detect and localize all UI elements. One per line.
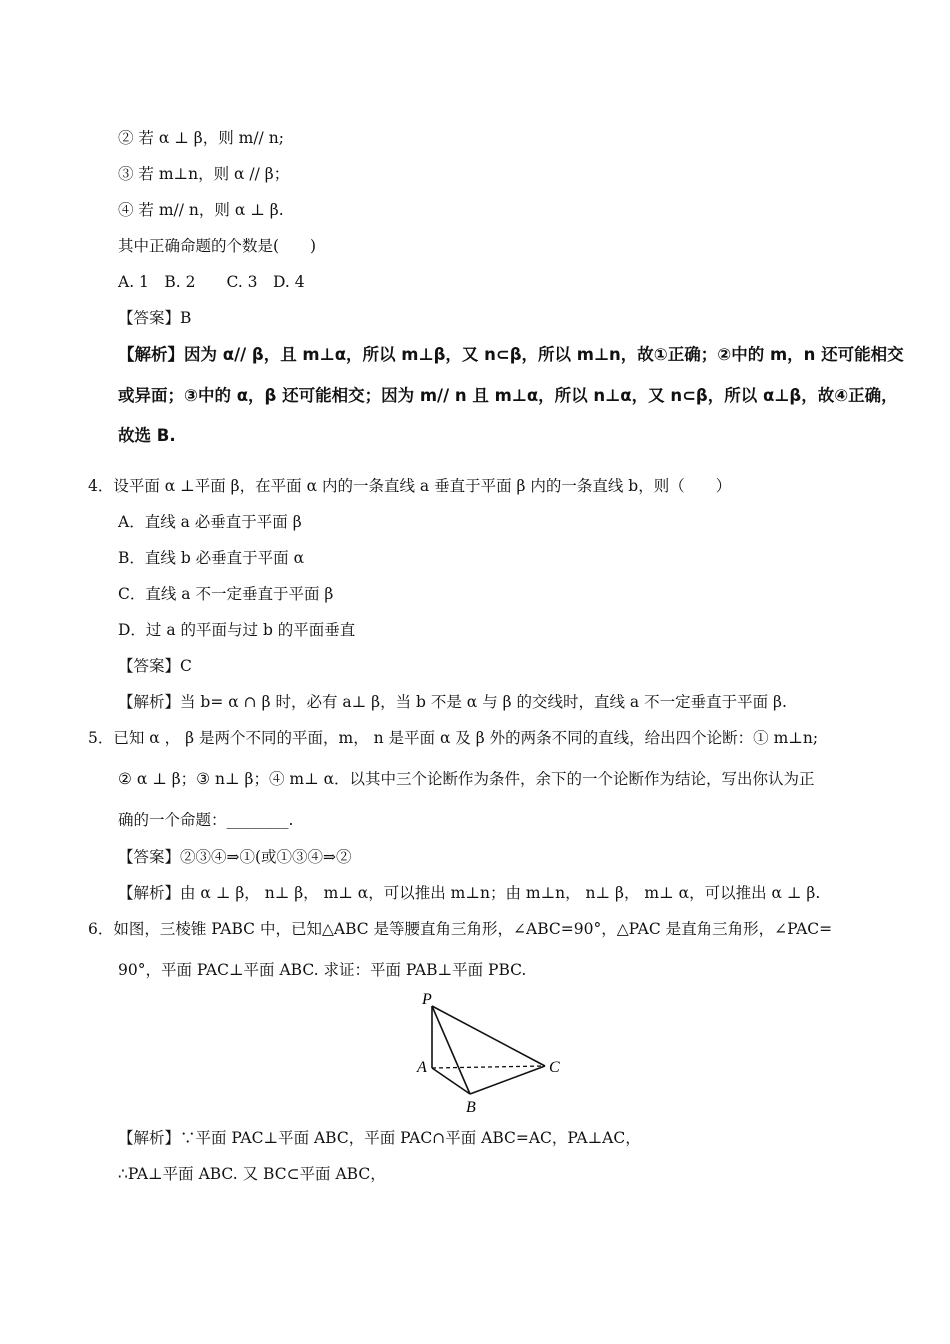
q4-option-c: C．直线 a 不一定垂直于平面 β (118, 585, 334, 603)
edge-pc (432, 1006, 545, 1066)
q3-analysis-line-3: 故选 B. (118, 426, 176, 445)
label-p: P (422, 991, 432, 1008)
q3-options: A. 1 B. 2 C. 3 D. 4 (118, 273, 305, 291)
edge-bc (470, 1066, 545, 1094)
label-a: A (417, 1059, 427, 1076)
q4-answer: 【答案】C (118, 657, 192, 675)
q3-question: 其中正确命题的个数是( ) (118, 237, 317, 255)
label-b: B (466, 1099, 476, 1115)
q3-condition-3: ③ 若 m⊥n，则 α // β； (118, 165, 290, 183)
q3-analysis-line-1: 【解析】因为 α// β，且 m⊥α，所以 m⊥β，又 n⊂β，所以 m⊥n，故①正确；②中的 m，n 还可能相交 (118, 345, 904, 364)
q5-analysis: 【解析】由 α ⊥ β， n⊥ β， m⊥ α，可以推出 m⊥n；由 m⊥n， n⊥ β， m⊥ α，可以推出 α ⊥ β. (118, 884, 821, 902)
q4-stem: 4．设平面 α ⊥平面 β，在平面 α 内的一条直线 a 垂直于平面 β 内的一条直线 b，则（ ） (88, 477, 732, 495)
q5-stem-line-1: 5．已知 α ， β 是两个不同的平面，m， n 是平面 α 及 β 外的两条不同的直线，给出四个论断：① m⊥n; (88, 729, 819, 747)
q6-analysis-line-2: ∴PA⊥平面 ABC. 又 BC⊂平面 ABC， (118, 1165, 386, 1183)
q3-condition-4: ④ 若 m// n，则 α ⊥ β. (118, 201, 284, 219)
label-c: C (549, 1059, 560, 1076)
q5-answer: 【答案】②③④⇒①(或①③④⇒② (118, 848, 352, 866)
q4-option-b: B．直线 b 必垂直于平面 α (118, 549, 305, 567)
q6-analysis-line-1: 【解析】∵平面 PAC⊥平面 ABC，平面 PAC∩平面 ABC=AC，PA⊥AC， (118, 1129, 641, 1147)
q4-option-a: A．直线 a 必垂直于平面 β (118, 513, 302, 531)
pyramid-figure (410, 990, 580, 1115)
q6-stem-line-1: 6．如图，三棱锥 PABC 中，已知△ABC 是等腰直角三角形，∠ABC=90°，△PAC 是直角三角形，∠PAC= (88, 920, 833, 938)
q6-stem-line-2: 90°，平面 PAC⊥平面 ABC. 求证：平面 PAB⊥平面 PBC. (118, 961, 527, 979)
q4-option-d: D．过 a 的平面与过 b 的平面垂直 (118, 621, 356, 639)
q3-answer: 【答案】B (118, 309, 192, 327)
q4-analysis: 【解析】当 b= α ∩ β 时，必有 a⊥ β，当 b 不是 α 与 β 的交线时，直线 a 不一定垂直于平面 β. (118, 693, 787, 711)
q3-analysis-line-2: 或异面；③中的 α，β 还可能相交；因为 m// n 且 m⊥α，所以 n⊥α，又 n⊂β，所以 α⊥β，故④正确， (118, 386, 898, 405)
q3-condition-2: ② 若 α ⊥ β，则 m// n; (118, 129, 284, 147)
q5-stem-line-2: ② α ⊥ β；③ n⊥ β；④ m⊥ α．以其中三个论断作为条件，余下的一个论断作为结论，写出你认为正 (118, 770, 815, 788)
q5-stem-line-3: 确的一个命题：________. (118, 811, 294, 829)
edge-ac-hidden (432, 1066, 545, 1068)
